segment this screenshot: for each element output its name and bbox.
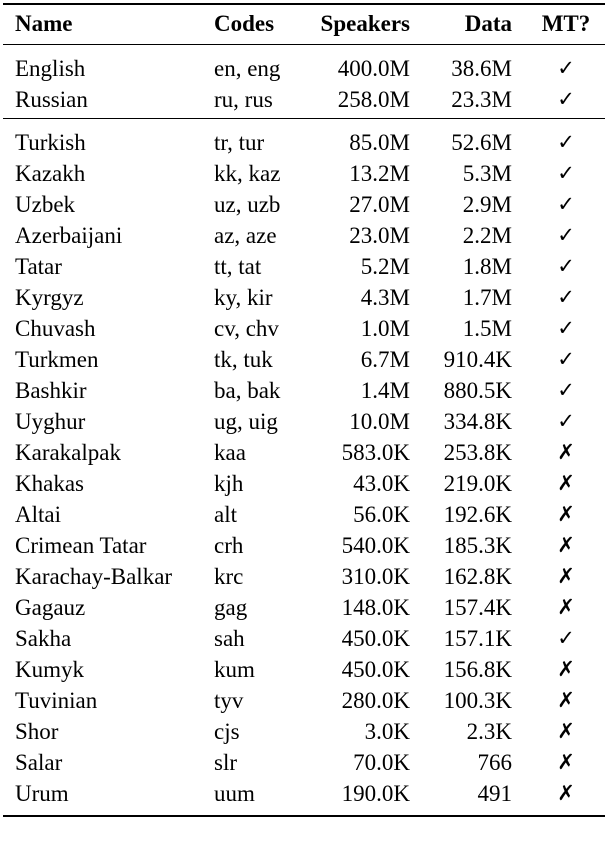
cell-speakers: 310.0K [341,564,410,589]
table-row [0,654,608,685]
header-mt: MT? [541,11,591,36]
cell-codes: en, eng [214,56,281,81]
cell-mt: ✗ [557,719,575,743]
cell-codes: gag [214,595,248,620]
cell-name: Urum [15,781,69,806]
cell-mt: ✓ [557,161,575,185]
cell-name: Turkmen [15,347,99,372]
cell-name: Bashkir [15,378,87,403]
cell-name: Kyrgyz [15,285,84,310]
cell-mt: ✗ [557,657,575,681]
cell-speakers: 280.0K [341,688,410,713]
table-row [0,282,608,313]
cell-data: 1.8M [462,254,512,279]
cell-name: Kazakh [15,161,86,186]
cell-name: Tuvinian [15,688,98,713]
cell-mt: ✓ [557,56,575,80]
cell-codes: tt, tat [214,254,262,279]
cell-speakers: 10.0M [349,409,410,434]
cell-mt: ✓ [557,378,575,402]
cell-mt: ✓ [557,626,575,650]
cell-data: 157.1K [443,626,512,651]
cell-codes: crh [214,533,244,558]
cell-codes: az, aze [214,223,277,248]
cell-codes: kk, kaz [214,161,281,186]
cell-data: 23.3M [451,87,512,112]
header-data: Data [464,11,512,36]
cell-mt: ✓ [557,223,575,247]
cell-codes: kaa [214,440,246,465]
cell-speakers: 1.4M [360,378,410,403]
cell-codes: cv, chv [214,316,279,341]
table-row [0,592,608,623]
header-codes: Codes [214,11,275,36]
table-row [0,437,608,468]
cell-mt: ✓ [557,316,575,340]
cell-name: Uyghur [15,409,86,434]
cell-mt: ✗ [557,564,575,588]
cell-name: Altai [15,502,61,527]
table-row [0,623,608,654]
table-row [0,313,608,344]
cell-name: Azerbaijani [15,223,123,248]
cell-mt: ✗ [557,471,575,495]
table-row [0,251,608,282]
cell-codes: tr, tur [214,130,265,155]
cell-name: Kumyk [15,657,84,682]
cell-speakers: 190.0K [341,781,410,806]
table-row [0,127,608,158]
cell-mt: ✗ [557,750,575,774]
cell-mt: ✓ [557,192,575,216]
cell-codes: ug, uig [214,409,278,434]
table-row [0,158,608,189]
cell-name: Tatar [15,254,62,279]
cell-speakers: 450.0K [341,626,410,651]
cell-name: Chuvash [15,316,96,341]
cell-data: 334.8K [443,409,512,434]
cell-name: Karachay-Balkar [15,564,173,589]
cell-mt: ✗ [557,688,575,712]
cell-codes: kjh [214,471,244,496]
table-row [0,344,608,375]
table-row [0,716,608,747]
table-header-row [0,8,608,39]
cell-data: 5.3M [462,161,512,186]
cell-data: 192.6K [443,502,512,527]
table-row [0,189,608,220]
cell-data: 162.8K [443,564,512,589]
cell-name: Khakas [15,471,84,496]
cell-data: 156.8K [443,657,512,682]
cell-speakers: 540.0K [341,533,410,558]
cell-name: Sakha [15,626,72,651]
group-divider-rule [3,118,605,119]
cell-speakers: 70.0K [353,750,410,775]
header-rule [3,44,605,45]
cell-codes: krc [214,564,244,589]
cell-mt: ✓ [557,87,575,111]
cell-name: Uzbek [15,192,76,217]
cell-codes: tyv [214,688,244,713]
cell-speakers: 43.0K [353,471,410,496]
cell-speakers: 450.0K [341,657,410,682]
cell-data: 219.0K [443,471,512,496]
table-row [0,499,608,530]
table-row [0,406,608,437]
table-row [0,530,608,561]
cell-mt: ✗ [557,440,575,464]
cell-data: 2.3K [466,719,512,744]
cell-codes: kum [214,657,255,682]
cell-name: Turkish [15,130,86,155]
cell-data: 910.4K [443,347,512,372]
cell-speakers: 1.0M [360,316,410,341]
cell-data: 157.4K [443,595,512,620]
cell-speakers: 148.0K [341,595,410,620]
cell-data: 253.8K [443,440,512,465]
table-row [0,375,608,406]
cell-speakers: 23.0M [349,223,410,248]
header-name: Name [15,11,73,36]
cell-mt: ✗ [557,595,575,619]
table-row [0,468,608,499]
bottom-rule [3,815,605,817]
header-speakers: Speakers [320,11,410,36]
cell-data: 52.6M [451,130,512,155]
cell-name: Crimean Tatar [15,533,147,558]
cell-data: 1.5M [462,316,512,341]
cell-data: 491 [477,781,512,806]
cell-speakers: 27.0M [349,192,410,217]
cell-mt: ✗ [557,502,575,526]
table-row [0,220,608,251]
cell-codes: cjs [214,719,240,744]
cell-mt: ✓ [557,409,575,433]
table-row [0,685,608,716]
cell-codes: alt [214,502,237,527]
cell-speakers: 85.0M [349,130,410,155]
cell-codes: tk, tuk [214,347,273,372]
cell-mt: ✓ [557,347,575,371]
table-row [0,53,608,84]
cell-codes: ba, bak [214,378,281,403]
cell-mt: ✓ [557,254,575,278]
cell-speakers: 400.0M [337,56,410,81]
cell-data: 100.3K [443,688,512,713]
cell-mt: ✗ [557,781,575,805]
cell-name: Karakalpak [15,440,121,465]
cell-codes: ky, kir [214,285,273,310]
cell-speakers: 583.0K [341,440,410,465]
cell-data: 2.2M [462,223,512,248]
cell-mt: ✓ [557,285,575,309]
cell-codes: slr [214,750,237,775]
cell-codes: sah [214,626,245,651]
table-row [0,778,608,809]
cell-name: English [15,56,86,81]
table-row [0,84,608,115]
table-row [0,561,608,592]
cell-speakers: 13.2M [349,161,410,186]
cell-speakers: 258.0M [337,87,410,112]
cell-speakers: 6.7M [360,347,410,372]
cell-name: Salar [15,750,63,775]
cell-mt: ✓ [557,130,575,154]
cell-speakers: 3.0K [364,719,410,744]
cell-speakers: 4.3M [360,285,410,310]
cell-codes: uz, uzb [214,192,281,217]
cell-data: 2.9M [462,192,512,217]
cell-name: Gagauz [15,595,86,620]
cell-data: 38.6M [451,56,512,81]
cell-data: 766 [477,750,512,775]
cell-data: 1.7M [462,285,512,310]
cell-codes: ru, rus [214,87,273,112]
cell-data: 880.5K [443,378,512,403]
cell-name: Shor [15,719,59,744]
cell-speakers: 5.2M [360,254,410,279]
table-row [0,747,608,778]
cell-name: Russian [15,87,88,112]
cell-data: 185.3K [443,533,512,558]
cell-codes: uum [214,781,255,806]
cell-speakers: 56.0K [353,502,410,527]
cell-mt: ✗ [557,533,575,557]
top-rule [3,3,605,5]
